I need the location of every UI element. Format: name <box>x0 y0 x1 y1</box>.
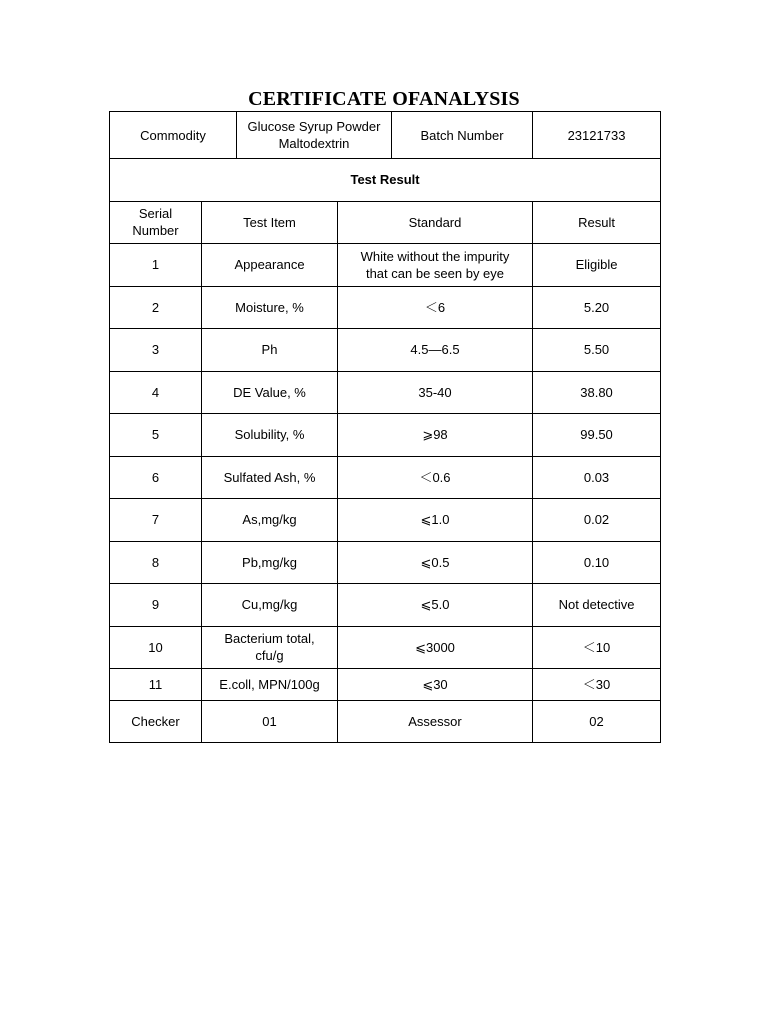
result-cell: 0.02 <box>533 498 661 541</box>
serial-cell: 5 <box>110 413 202 456</box>
test-item-cell: Moisture, % <box>202 286 338 328</box>
commodity-value-line2: Maltodextrin <box>278 136 350 151</box>
result-cell: 0.03 <box>533 456 661 498</box>
batch-number-label: Batch Number <box>392 112 533 159</box>
test-item-header: Test Item <box>202 201 338 243</box>
table-row <box>110 413 661 456</box>
table-row <box>110 498 661 541</box>
test-item-cell: Appearance <box>202 243 338 286</box>
commodity-label: Commodity <box>110 112 237 159</box>
result-cell: 38.80 <box>533 371 661 413</box>
serial-cell: 8 <box>110 541 202 583</box>
serial-cell: 11 <box>110 668 202 700</box>
standard-header: Standard <box>338 201 533 243</box>
test-item-cell: Solubility, % <box>202 413 338 456</box>
standard-cell: ＜0.6 <box>338 456 533 498</box>
result-cell: Eligible <box>533 243 661 286</box>
test-item-line1: Bacterium total, <box>224 631 315 646</box>
serial-cell: 6 <box>110 456 202 498</box>
table-row <box>110 243 661 286</box>
standard-cell: ⩽30 <box>338 668 533 700</box>
assessor-label: Assessor <box>338 700 533 742</box>
standard-cell: 4.5—6.5 <box>338 328 533 371</box>
serial-cell: 10 <box>110 626 202 668</box>
serial-cell: 9 <box>110 583 202 626</box>
test-item-cell: E.coll, MPN/100g <box>202 668 338 700</box>
table-row <box>110 583 661 626</box>
test-item-line2: cfu/g <box>255 648 284 663</box>
standard-cell: ⩾98 <box>338 413 533 456</box>
commodity-header-table <box>109 111 661 159</box>
test-results-table <box>109 158 661 743</box>
checker-value: 01 <box>202 700 338 742</box>
batch-number-value: 23121733 <box>533 112 661 159</box>
result-cell: 0.10 <box>533 541 661 583</box>
test-item-cell: As,mg/kg <box>202 498 338 541</box>
serial-cell: 2 <box>110 286 202 328</box>
serial-cell: 3 <box>110 328 202 371</box>
result-cell: 5.20 <box>533 286 661 328</box>
table-row <box>110 286 661 328</box>
serial-cell: 1 <box>110 243 202 286</box>
result-cell: Not detective <box>533 583 661 626</box>
serial-header-line1: Serial <box>138 206 173 221</box>
checker-label: Checker <box>110 700 202 742</box>
test-result-heading-row <box>110 158 661 201</box>
commodity-value-line1: Glucose Syrup Powder <box>247 119 381 134</box>
column-header-row <box>110 201 661 243</box>
result-cell: 5.50 <box>533 328 661 371</box>
standard-cell: ⩽5.0 <box>338 583 533 626</box>
test-result-heading: Test Result <box>110 158 661 201</box>
test-item-cell <box>202 626 338 668</box>
test-item-cell: DE Value, % <box>202 371 338 413</box>
standard-line1: White without the impurity <box>360 248 510 264</box>
standard-cell: ⩽1.0 <box>338 498 533 541</box>
table-row <box>110 328 661 371</box>
standard-cell: 35-40 <box>338 371 533 413</box>
standard-cell: ⩽3000 <box>338 626 533 668</box>
result-cell: ＜30 <box>533 668 661 700</box>
serial-header-line2: Number <box>132 223 179 238</box>
table-row <box>110 371 661 413</box>
test-item-cell: Ph <box>202 328 338 371</box>
standard-line2: that can be seen by eye <box>365 265 505 281</box>
serial-cell: 7 <box>110 498 202 541</box>
table-row <box>110 626 661 668</box>
standard-cell <box>338 243 533 286</box>
commodity-row <box>110 112 661 159</box>
result-cell: ＜10 <box>533 626 661 668</box>
result-cell: 99.50 <box>533 413 661 456</box>
serial-cell: 4 <box>110 371 202 413</box>
test-item-cell: Cu,mg/kg <box>202 583 338 626</box>
result-header: Result <box>533 201 661 243</box>
table-row <box>110 456 661 498</box>
commodity-value <box>237 112 392 159</box>
assessor-value: 02 <box>533 700 661 742</box>
table-row <box>110 541 661 583</box>
signature-row <box>110 700 661 742</box>
test-item-cell: Pb,mg/kg <box>202 541 338 583</box>
standard-cell: ⩽0.5 <box>338 541 533 583</box>
test-item-cell: Sulfated Ash, % <box>202 456 338 498</box>
serial-number-header <box>110 201 202 243</box>
document-title: CERTIFICATE OFANALYSIS <box>248 88 520 110</box>
standard-cell: ＜6 <box>338 286 533 328</box>
table-row <box>110 668 661 700</box>
